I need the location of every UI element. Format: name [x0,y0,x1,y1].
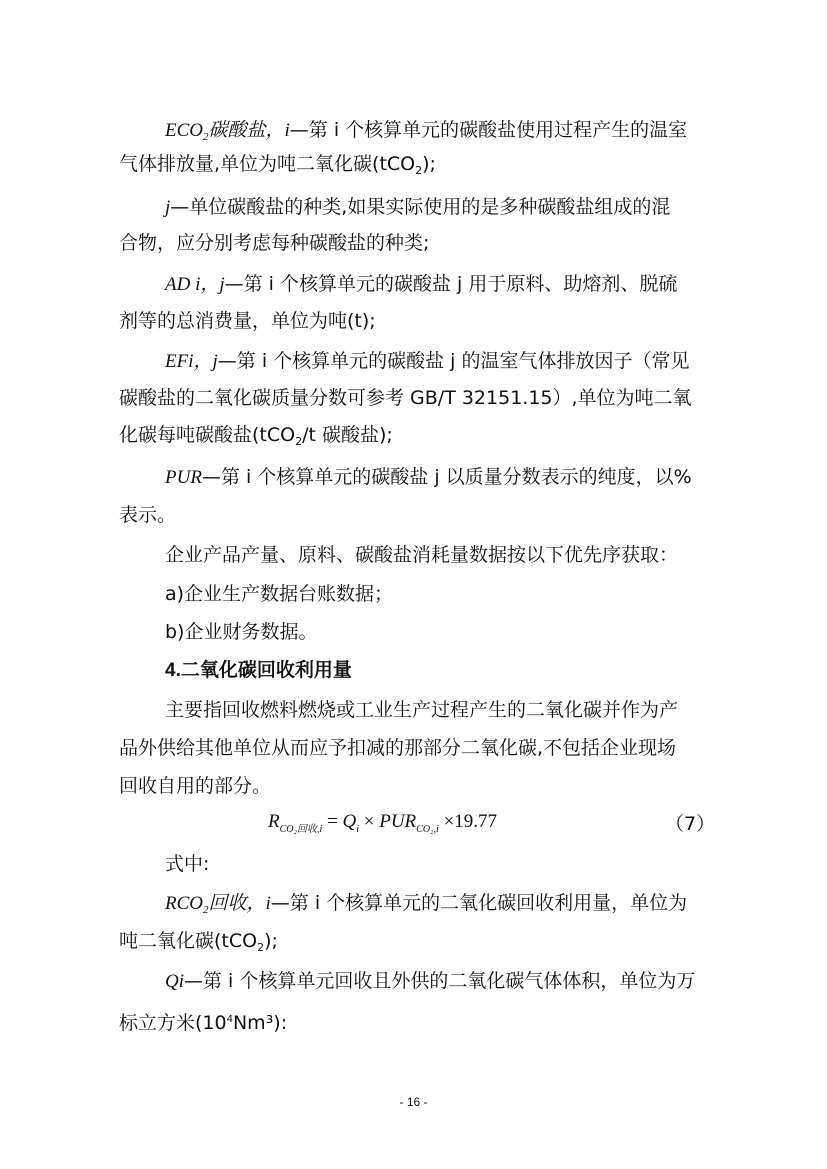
definition-ef-line1: EFi，j—第 i 个核算单元的碳酸盐 j 的温室气体排放因子（常见 [165,350,690,372]
data-source-intro: 企业产品产量、原料、碳酸盐消耗量数据按以下优先序获取： [165,544,679,566]
page-number: - 16 - [399,1095,428,1109]
definition-eco2-line1: $ECO_2$碳酸盐，i—第 i 个核算单元的碳酸盐使用过程产生的温室 [165,119,688,143]
equation-7: $R_{CO_2回收,i} = Q_i \times PUR_{CO_2,i} \times 19.77$ [268,811,498,835]
definition-ad-line1: AD i，j—第 i 个核算单元的碳酸盐 j 用于原料、助熔剂、脱硫 [165,273,678,295]
definition-ef-line3: 化碳每吨碳酸盐(tCO$_2$/t 碳酸盐); [119,424,393,448]
definition-qi-line2: 标立方米$(10^4Nm^3)$: [119,1012,288,1034]
definition-pur-line1: PUR—第 i 个核算单元的碳酸盐 j 以质量分数表示的纯度，以% [165,466,692,488]
definition-ad-line2: 剂等的总消费量，单位为吨(t); [119,310,376,332]
co2-recovery-desc-line2: 品外供给其他单位从而应予扣减的那部分二氧化碳,不包括企业现场 [119,737,677,759]
co2-recovery-desc-line3: 回收自用的部分。 [119,775,272,797]
definition-qi-line1: Qi—第 i 个核算单元回收且外供的二氧化碳气体体积，单位为万 [165,970,696,992]
definition-ef-line2: 碳酸盐的二氧化碳质量分数可参考 GB/T 32151.15）,单位为吨二氧 [119,387,692,409]
co2-recovery-desc-line1: 主要指回收燃料燃烧或工业生产过程产生的二氧化碳并作为产 [165,699,679,721]
definition-rco2-line2: 吨二氧化碳(tCO$_2$); [119,930,278,954]
definition-eco2-line2: 气体排放量,单位为吨二氧化碳(tCO$_2$); [119,153,436,177]
definition-j-line2: 合物，应分别考虑每种碳酸盐的种类; [119,232,430,254]
definition-pur-line2: 表示。 [119,504,177,526]
list-item: a)企业生产数据台账数据； [165,583,394,605]
list-item: b)企业财务数据。 [165,621,318,643]
equation-number: （7） [665,813,716,835]
section-heading: 4.二氧化碳回收利用量 [165,660,352,681]
definition-rco2-line1: $RCO_2$回收，i—第 i 个核算单元的二氧化碳回收利用量，单位为 [165,892,688,916]
definition-j-line1: j—单位碳酸盐的种类,如果实际使用的是多种碳酸盐组成的混 [165,196,671,218]
where-label: 式中: [165,853,210,875]
